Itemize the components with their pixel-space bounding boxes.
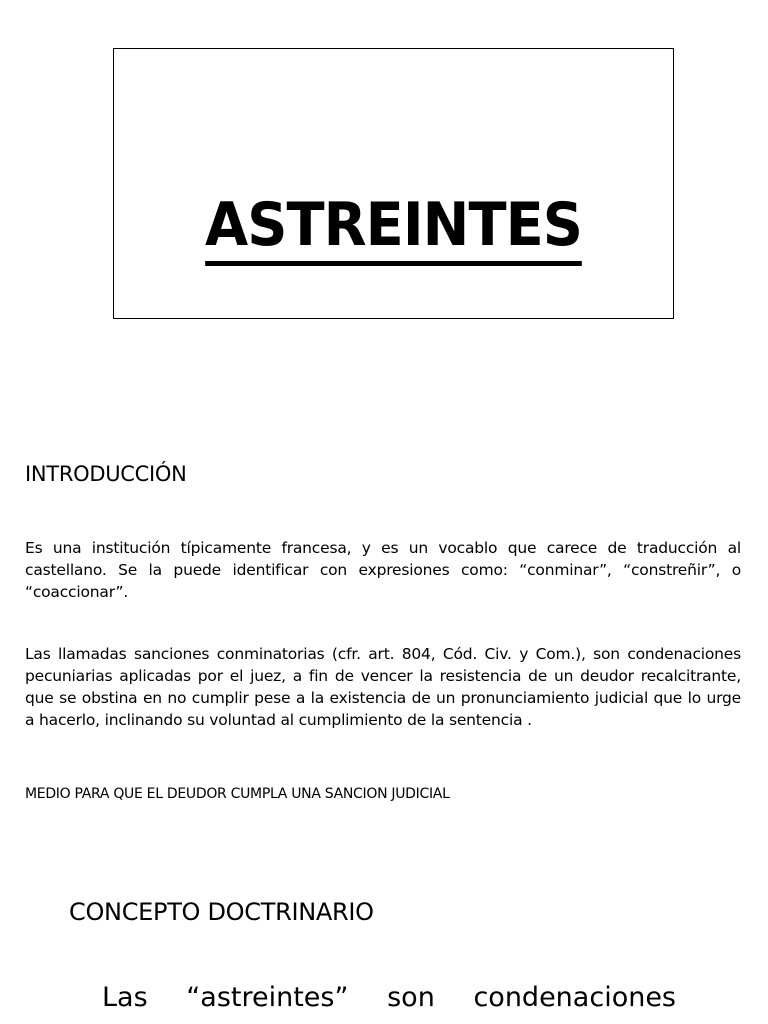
introduction-paragraph-2: Las llamadas sanciones conminatorias (cfr. art. 804, Cód. Civ. y Com.), son condenaciones pecuniarias aplicadas por el juez, a fin de vencer la resistencia de un deudor recalcitrante, que se obstina en no cumplir pese a la existencia de un pronunciamiento judicial que lo urge a hacerlo, inclinando su voluntad al cumplimiento de la sentencia .	[25, 645, 741, 729]
introduction-heading: INTRODUCCIÓN	[25, 462, 187, 486]
summary-note: MEDIO PARA QUE EL DEUDOR CUMPLA UNA SANCION JUDICIAL	[25, 786, 450, 802]
introduction-paragraph-1: Es una institución típicamente francesa, y es un vocablo que carece de traducción al castellano. Se la puede identificar con expresiones como: “conminar”, “constreñir”, o “coaccionar”.	[25, 539, 741, 601]
title-box	[113, 48, 674, 319]
concept-heading: CONCEPTO DOCTRINARIO	[69, 898, 374, 926]
document-title	[134, 190, 654, 266]
concept-text: Las “astreintes” son condenaciones	[102, 982, 676, 1013]
document-title-text: ASTREINTES	[205, 195, 582, 266]
